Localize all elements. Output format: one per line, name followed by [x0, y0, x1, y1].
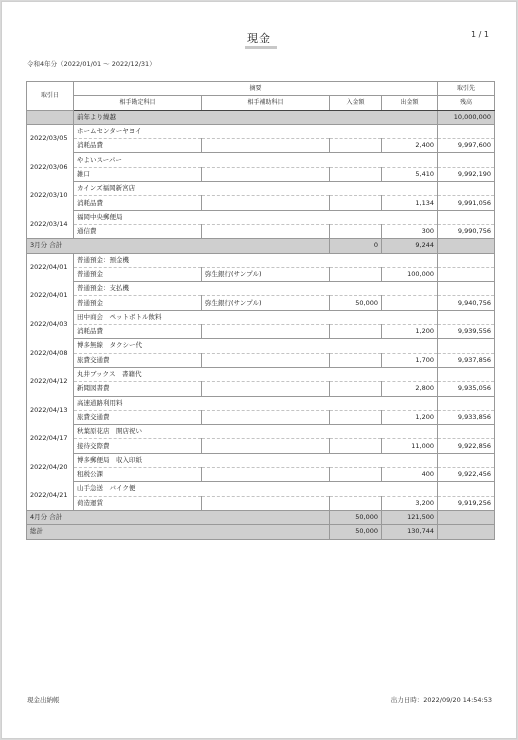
entry-balance: 9,991,056	[438, 196, 495, 210]
entry-summary: 高速道路利用料	[74, 396, 438, 410]
entry-date: 2022/04/01	[27, 253, 74, 282]
entry-partner	[438, 124, 495, 138]
entry-withdrawal: 300	[382, 224, 438, 238]
entry-date: 2022/03/14	[27, 210, 74, 239]
entry-sub-account	[202, 468, 330, 482]
page-number: 1 / 1	[471, 30, 489, 39]
cash-ledger-table	[26, 81, 495, 540]
entry-row	[27, 253, 495, 267]
month3-total-row-deposit: 0	[330, 239, 382, 253]
entry-deposit	[330, 382, 382, 396]
entry-withdrawal: 1,200	[382, 410, 438, 424]
entry-summary: 丸井ブックス 書籍代	[74, 367, 438, 381]
entry-withdrawal: 400	[382, 468, 438, 482]
month3-total-row-label: 3月分 合計	[27, 239, 330, 253]
entry-row	[27, 310, 495, 324]
entry-account: 雑口	[74, 167, 202, 181]
entry-date: 2022/04/21	[27, 482, 74, 511]
entry-withdrawal: 11,000	[382, 439, 438, 453]
entry-balance: 9,939,556	[438, 325, 495, 339]
entry-deposit	[330, 325, 382, 339]
grand-total-row-deposit: 50,000	[330, 525, 382, 539]
entry-balance: 9,990,756	[438, 224, 495, 238]
opening-balance-row	[27, 110, 495, 124]
entry-deposit	[330, 496, 382, 510]
month4-total-row-label: 4月分 合計	[27, 510, 330, 524]
entry-account: 消耗品費	[74, 325, 202, 339]
entry-date: 2022/04/12	[27, 367, 74, 396]
grand-total-row	[27, 525, 495, 539]
entry-account: 租税公課	[74, 468, 202, 482]
entry-date: 2022/04/01	[27, 282, 74, 311]
entry-detail-row	[27, 139, 495, 153]
entry-withdrawal	[382, 296, 438, 310]
entry-partner	[438, 182, 495, 196]
entry-detail-row	[27, 224, 495, 238]
header-account: 相手勘定科目	[74, 96, 202, 110]
entry-balance: 9,919,256	[438, 496, 495, 510]
entry-row	[27, 153, 495, 167]
entry-summary: 福岡中央郵便局	[74, 210, 438, 224]
entry-row	[27, 425, 495, 439]
entry-row	[27, 182, 495, 196]
entry-account: 旅費交通費	[74, 410, 202, 424]
header-row-2	[27, 96, 495, 110]
entry-summary: 博多無線 タクシー代	[74, 339, 438, 353]
entry-detail-row	[27, 296, 495, 310]
entry-account: 通信費	[74, 224, 202, 238]
entry-account: 荷造運賃	[74, 496, 202, 510]
entry-sub-account	[202, 167, 330, 181]
entry-balance: 9,922,456	[438, 468, 495, 482]
entry-account: 新聞図書費	[74, 382, 202, 396]
entry-summary: カインズ福岡新宮店	[74, 182, 438, 196]
entry-summary: 普通預金：支払機	[74, 282, 438, 296]
header-partner: 取引先	[438, 82, 495, 96]
entry-date: 2022/04/13	[27, 396, 74, 425]
entry-partner	[438, 153, 495, 167]
entry-balance: 9,997,600	[438, 139, 495, 153]
header-deposit: 入金額	[330, 96, 382, 110]
entry-row	[27, 453, 495, 467]
footer-report-name: 現金出納帳	[27, 696, 60, 704]
entry-partner	[438, 425, 495, 439]
month4-total-row-deposit: 50,000	[330, 510, 382, 524]
report-page	[1, 1, 517, 739]
entry-sub-account	[202, 224, 330, 238]
entry-date: 2022/03/06	[27, 153, 74, 182]
entry-deposit	[330, 353, 382, 367]
entry-detail-row	[27, 468, 495, 482]
entry-row	[27, 124, 495, 138]
report-title: 現金	[247, 32, 271, 45]
entry-partner	[438, 253, 495, 267]
entry-detail-row	[27, 353, 495, 367]
entry-row	[27, 210, 495, 224]
entry-deposit	[330, 224, 382, 238]
header-withdrawal: 出金額	[382, 96, 438, 110]
entry-row	[27, 282, 495, 296]
entry-detail-row	[27, 382, 495, 396]
entry-account: 接待交際費	[74, 439, 202, 453]
entry-deposit	[330, 167, 382, 181]
entry-summary: ホームセンターヤヨイ	[74, 124, 438, 138]
entry-detail-row	[27, 439, 495, 453]
entry-withdrawal: 2,400	[382, 139, 438, 153]
entry-withdrawal: 1,134	[382, 196, 438, 210]
entry-withdrawal: 3,200	[382, 496, 438, 510]
entry-withdrawal: 2,800	[382, 382, 438, 396]
entry-balance: 9,935,056	[438, 382, 495, 396]
entry-balance	[438, 267, 495, 281]
entry-sub-account	[202, 353, 330, 367]
entry-account: 消耗品費	[74, 139, 202, 153]
entry-partner	[438, 310, 495, 324]
entry-row	[27, 339, 495, 353]
entry-detail-row	[27, 325, 495, 339]
entry-sub-account	[202, 439, 330, 453]
entry-partner	[438, 210, 495, 224]
entry-sub-account: 弥生銀行(サンプル)	[202, 296, 330, 310]
header-date: 取引日	[27, 82, 74, 111]
opening-label: 前年より繰越	[74, 110, 438, 124]
entry-balance: 9,922,856	[438, 439, 495, 453]
entry-detail-row	[27, 410, 495, 424]
entry-withdrawal: 1,700	[382, 353, 438, 367]
header-balance: 残高	[438, 96, 495, 110]
entry-deposit	[330, 410, 382, 424]
entry-withdrawal: 5,410	[382, 167, 438, 181]
month4-total-row	[27, 510, 495, 524]
entry-partner	[438, 339, 495, 353]
entry-deposit: 50,000	[330, 296, 382, 310]
entry-date: 2022/04/08	[27, 339, 74, 368]
opening-balance: 10,000,000	[438, 110, 495, 124]
month3-total-row-balance	[438, 239, 495, 253]
entry-row	[27, 396, 495, 410]
entry-deposit	[330, 139, 382, 153]
entry-withdrawal: 100,000	[382, 267, 438, 281]
header-row-1	[27, 82, 495, 96]
entry-partner	[438, 282, 495, 296]
entry-balance: 9,937,856	[438, 353, 495, 367]
entry-sub-account	[202, 196, 330, 210]
entry-summary: やよいスーパー	[74, 153, 438, 167]
entry-withdrawal: 1,200	[382, 325, 438, 339]
entry-balance: 9,940,756	[438, 296, 495, 310]
entry-sub-account	[202, 496, 330, 510]
entry-partner	[438, 396, 495, 410]
entry-date: 2022/03/05	[27, 124, 74, 153]
entry-detail-row	[27, 196, 495, 210]
entry-date: 2022/04/03	[27, 310, 74, 339]
entry-detail-row	[27, 496, 495, 510]
entry-sub-account	[202, 382, 330, 396]
entry-date: 2022/03/10	[27, 182, 74, 211]
entry-account: 旅費交通費	[74, 353, 202, 367]
month4-total-row-withdrawal: 121,500	[382, 510, 438, 524]
footer-output-time: 出力日時：2022/09/20 14:54:53	[390, 696, 492, 704]
entry-partner	[438, 367, 495, 381]
entry-sub-account	[202, 325, 330, 339]
month3-total-row	[27, 239, 495, 253]
entry-partner	[438, 482, 495, 496]
entry-detail-row	[27, 267, 495, 281]
grand-total-row-withdrawal: 130,744	[382, 525, 438, 539]
month3-total-row-withdrawal: 9,244	[382, 239, 438, 253]
month4-total-row-balance	[438, 510, 495, 524]
entry-account: 普通預金	[74, 267, 202, 281]
grand-total-row-balance	[438, 525, 495, 539]
entry-summary: 山手急送 バイク便	[74, 482, 438, 496]
entry-sub-account	[202, 410, 330, 424]
entry-sub-account	[202, 139, 330, 153]
entry-account: 消耗品費	[74, 196, 202, 210]
entry-account: 普通預金	[74, 296, 202, 310]
entry-partner	[438, 453, 495, 467]
entry-sub-account: 弥生銀行(サンプル)	[202, 267, 330, 281]
entry-row	[27, 367, 495, 381]
header-summary: 摘要	[74, 82, 438, 96]
entry-date: 2022/04/17	[27, 425, 74, 454]
entry-summary: 普通預金：預金機	[74, 253, 438, 267]
entry-balance: 9,992,190	[438, 167, 495, 181]
header-sub-account: 相手補助科目	[202, 96, 330, 110]
entry-deposit	[330, 468, 382, 482]
entry-deposit	[330, 196, 382, 210]
entry-deposit	[330, 439, 382, 453]
entry-summary: 田中商会 ペットボトル飲料	[74, 310, 438, 324]
entry-summary: 博多郵便局 収入印紙	[74, 453, 438, 467]
entry-summary: 秋葉原花店 開店祝い	[74, 425, 438, 439]
entry-row	[27, 482, 495, 496]
report-period: 令和4年分（2022/01/01 ～ 2022/12/31）	[27, 60, 156, 68]
entry-date: 2022/04/20	[27, 453, 74, 482]
title-underline	[245, 46, 277, 49]
grand-total-row-label: 総計	[27, 525, 330, 539]
entry-detail-row	[27, 167, 495, 181]
entry-balance: 9,933,856	[438, 410, 495, 424]
entry-deposit	[330, 267, 382, 281]
